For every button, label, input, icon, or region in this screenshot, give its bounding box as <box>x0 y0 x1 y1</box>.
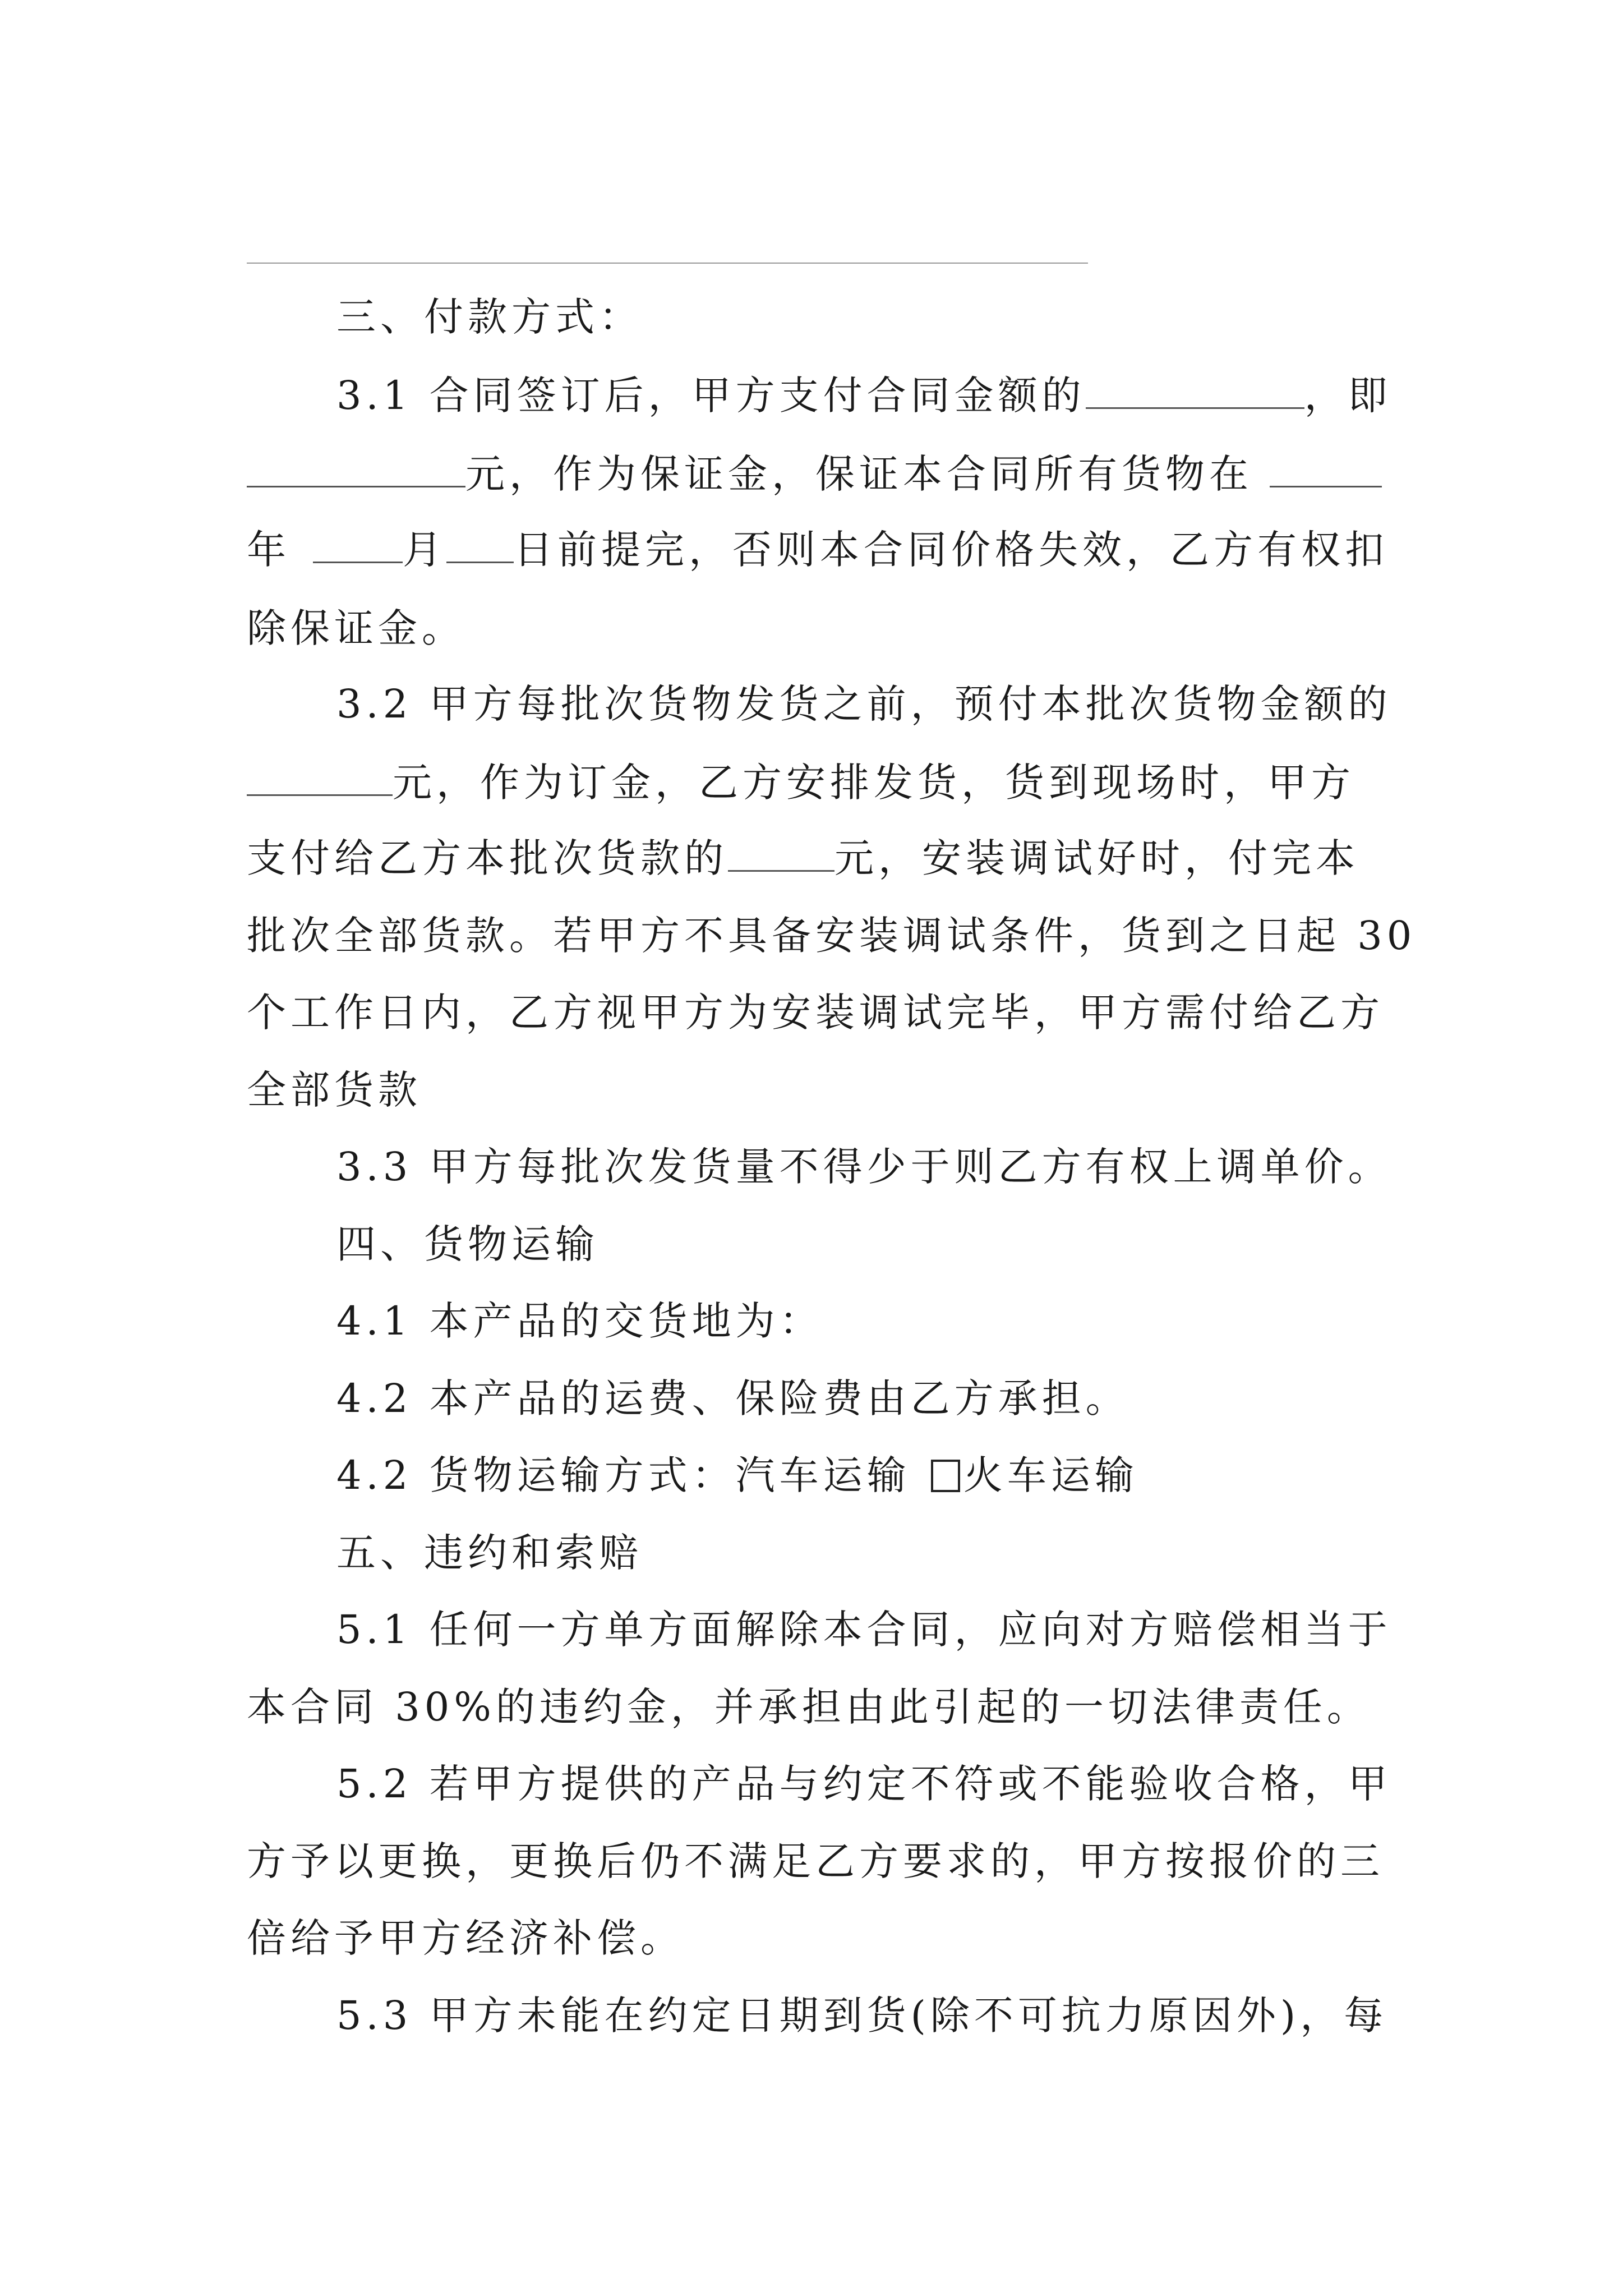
clause-5-1-line-2: 本合同 30%的违约金，并承担由此引起的一切法律责任。 <box>247 1684 1371 1730</box>
amount-percent-blank[interactable] <box>1086 372 1304 409</box>
clause-5-2-line-1: 5.2 若甲方提供的产品与约定不符或不能验收合格，甲 <box>336 1761 1392 1807</box>
clause-5-2-line-3: 倍给予甲方经济补偿。 <box>247 1915 684 1961</box>
clause-3-2-line-1: 3.2 甲方每批次货物发货之前，预付本批次货物金额的 <box>336 681 1392 727</box>
clause-5-1-line-1: 5.1 任何一方单方面解除本合同，应向对方赔偿相当于 <box>336 1607 1392 1653</box>
clause-3-1-line-4: 除保证金。 <box>247 605 465 651</box>
year-blank[interactable] <box>1270 451 1382 487</box>
clause-3-2-line-4: 批次全部货款。若甲方不具备安装调试条件，货到之日起 30 <box>247 913 1417 959</box>
clause-3-3: 3.3 甲方每批次发货量不得少于则乙方有权上调单价。 <box>336 1144 1392 1190</box>
clause-3-1-line-2: 元，作为保证金，保证本合同所有货物在 <box>247 446 1380 502</box>
clause-5-2-line-2: 方予以更换，更换后仍不满足乙方要求的，甲方按报价的三 <box>247 1838 1384 1884</box>
clause-3-2-line-3: 支付给乙方本批次货款的 元，安装调试好时，付完本 <box>247 835 1359 881</box>
delivery-payment-blank[interactable] <box>728 835 834 872</box>
section-3-heading: 三、付款方式： <box>336 294 643 340</box>
clause-3-2-line-6: 全部货款 <box>247 1067 422 1113</box>
clause-4-2: 4.2 本产品的运费、保险费由乙方承担。 <box>336 1375 1129 1421</box>
clause-3-1-line-1: 3.1 合同签订后，甲方支付合同金额的 ，即 <box>336 372 1392 418</box>
section-5-heading: 五、违约和索赔 <box>336 1530 643 1576</box>
clause-3-2-line-5: 个工作日内，乙方视甲方为安装调试完毕，甲方需付给乙方 <box>247 990 1384 1036</box>
train-transport-checkbox[interactable] <box>931 1460 960 1492</box>
clause-3-2-line-2: 元，作为订金，乙方安排发货，货到现场时，甲方 <box>247 754 1380 811</box>
advance-amount-blank[interactable] <box>247 760 393 796</box>
month-blank[interactable] <box>313 527 403 563</box>
day-blank[interactable] <box>446 527 514 563</box>
clause-5-3-line-1: 5.3 甲方未能在约定日期到货(除不可抗力原因外)，每 <box>336 1993 1388 2039</box>
clause-4-1: 4.1 本产品的交货地为： <box>336 1298 823 1344</box>
clause-4-2-transport: 4.2 货物运输方式：汽车运输 火车运输 <box>336 1452 1138 1498</box>
clause-3-1-line-3: 年 月 日前提完，否则本合同价格失效，乙方有权扣 <box>247 527 1389 573</box>
section-4-heading: 四、货物运输 <box>336 1221 599 1267</box>
deposit-amount-blank[interactable] <box>247 451 465 487</box>
top-divider <box>247 263 1088 264</box>
